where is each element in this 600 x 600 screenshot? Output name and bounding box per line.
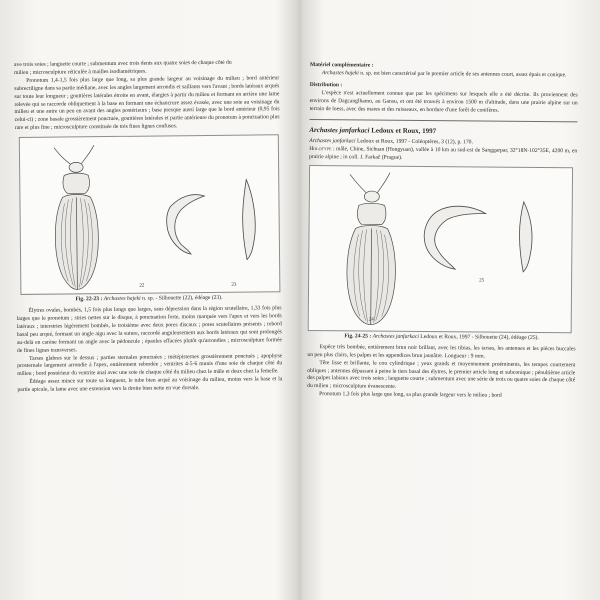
distribution-text: L'espèce n'est actuellement connue que par les spécimens sur lesquels elle a été décrite. Ils proviennent des environs de Dagcanglhamo, au Gansu, et ont été trouvés à environ 1500 m d'altitude, dans une prairie alpine sur un terrain de loess, avec des mares et des ruisseaux, en bordure d'une forêt de conifères. (309, 89, 578, 114)
section-heading-janfarkaci (309, 126, 577, 137)
left-top-line-2: milieu ; microsculpture réticulée à mailles isodiamétriques. (14, 68, 147, 76)
right-top-line: Matériel complémentaire : (309, 62, 374, 69)
right-page (304, 0, 600, 600)
left-text-column (14, 59, 282, 395)
figure-number-24: 24 (368, 317, 374, 323)
right-paragraph-head: Tête lisse et brillante, le cou cylindrique ; yeux grands et moyennement proéminents, les tempes courtement obliques ; antennes dépassant à peine le tiers basal des élytres, le premier article long et subconique ; pénultième article des palpes labiaux avec trois soies ; languette courte ; submentum avec une série de trois ou quatre soies de chaque côté du milieu ; microsculpture évanescente. (307, 359, 576, 391)
reference-species: Archastes janfarkaci (309, 138, 356, 145)
distribution-title: Distribution : (309, 81, 343, 89)
caption-species: Archastes hajeki (103, 295, 141, 303)
species-note-text: n. sp. est bien caractérisé par le premier article de ses antennes court, assez épais et conique. (360, 70, 567, 79)
caption-text: Ledoux et Roux, 1997 - Silhouette (24), édéage (25). (420, 333, 539, 341)
figure-number-23: 23 (231, 282, 237, 288)
aedeagus-illustration-janfarkaci (309, 166, 574, 334)
heading-author: Ledoux et Roux, 1997 (371, 126, 437, 136)
left-paragraph-edeage: Édéage assez mince sur toute sa longueur, le tube bien arqué au voisinage du milieu, moins vers la base et la partie apicale, la lame avec une extension vers la droite bien nette en vue dorsale. (17, 376, 283, 394)
figure-caption-22-23 (16, 294, 281, 305)
figure-number-22: 22 (139, 283, 145, 289)
species-name: Archastes hajeki (321, 70, 359, 77)
holotype-label: Holotype (309, 146, 332, 153)
left-paragraph-elytra: Élytres ovales, bombés, 1,5 fois plus longs que larges, sans dépression dans la région scutellaire, 1,33 fois plus larges que le pronotum ; stries nettes sur le disque, à ponctuation forte, moins marquée vers l'apex et vers les bords latéraux ; interstries légèrement bombés, le troisième avec deux pores discaux ; pores scutellaires présents ; rebord basal peu arqué, formant un angle aigu avec la suture, raccordé anguleusement aux bords latéraux qui sont prolongés au-delà en carène formant un angle avec le pédoncule ; épaules effacées plutôt qu'arrondies ; microsculpture formée de fines lignes transverses. (16, 305, 282, 354)
figure-number-25: 25 (479, 278, 485, 284)
figure-24-25 (308, 165, 573, 333)
figure-caption-24-25 (308, 333, 576, 343)
aedeagus-illustration-hajeki (20, 135, 282, 296)
left-paragraph-tarses: Tarses glabres sur le dessus ; parties sternales ponctuées ; métépisternes grossièrement ponctués ; apophyse prosternale largement arrondie à l'apex, entièrement rebordée ; ventrites 4-5-6 munis d'une soie de chaque côté du milieu ; bord postérieur du ventrite anal avec une soie de chaque côté du milieu chez le mâle et deux chez la femelle. (17, 352, 283, 378)
left-paragraph-pronotum: Pronotum 1,4-1,5 fois plus large que long, sa plus grande largeur au voisinage du milieu ; bord antérieur subrectiligne dans sa partie médiane, avec les angles largement arrondis et saillants vers l'avant ; bords latéraux arqués sur toute leur longueur ; gouttières latérales étroite en avant, élargies à partir du milieu et formant en arrière une lame relevée qui se raccorde obliquement à la base en formant une échancrure assez évasée, avec une soie au voisinage du milieu et une autre un peu en avant des angles postérieurs ; base presque aussi large que le bord antérieur (0,95 fois celui-ci) ; zone basale grossièrement ponctuée, gouttières latérales et partie antérieure du pronotum à ponctuation plus rare et plus fine ; microsculpture constituée de très fines lignes confuses. (14, 75, 280, 132)
left-top-line-1: ave trois soies ; languette courte ; submentum avec trois dents aux quatre soies de chaque côté du (14, 59, 232, 68)
heading-species: Archastes janfarkaci (309, 126, 370, 135)
left-page (0, 0, 296, 600)
holotype-text: : mâle, Chine, Sichuan (Hongyuan), vallée à 10 km au sud-est de Sanggarpar, 32°18N-102°35E, 4200 m, en prairie alpine ; in coll. J. Farkač (Prague). (309, 146, 578, 161)
figure-22-23 (19, 134, 281, 295)
right-text-column (307, 62, 578, 402)
holotype-line (309, 146, 577, 164)
caption-label: Fig. 24-25 : (344, 333, 372, 340)
section-divider (309, 119, 577, 122)
right-species-note (310, 70, 578, 80)
reference-text: Ledoux et Roux, 1997 - Coléoptères, 3 (12), p. 170. (356, 138, 473, 146)
right-paragraph-description: Espèce très bombée, entièrement brun noir brillant, avec les tibias, les tarses, les antennes et les pièces buccales un peu plus clairs, les palpes et les appendices brun jaunâtre. Longueur : 9 mm. (307, 343, 576, 360)
caption-species: Archastes janfarkaci (372, 333, 419, 340)
caption-label: Fig. 22-23 : (75, 296, 103, 303)
caption-text: n. sp. - Silhouette (22), édéage (23). (142, 294, 223, 302)
right-paragraph-pronotum: Pronotum 1,3 fois plus large que long, sa plus grande largeur vers le milieu ; bord (319, 391, 502, 399)
